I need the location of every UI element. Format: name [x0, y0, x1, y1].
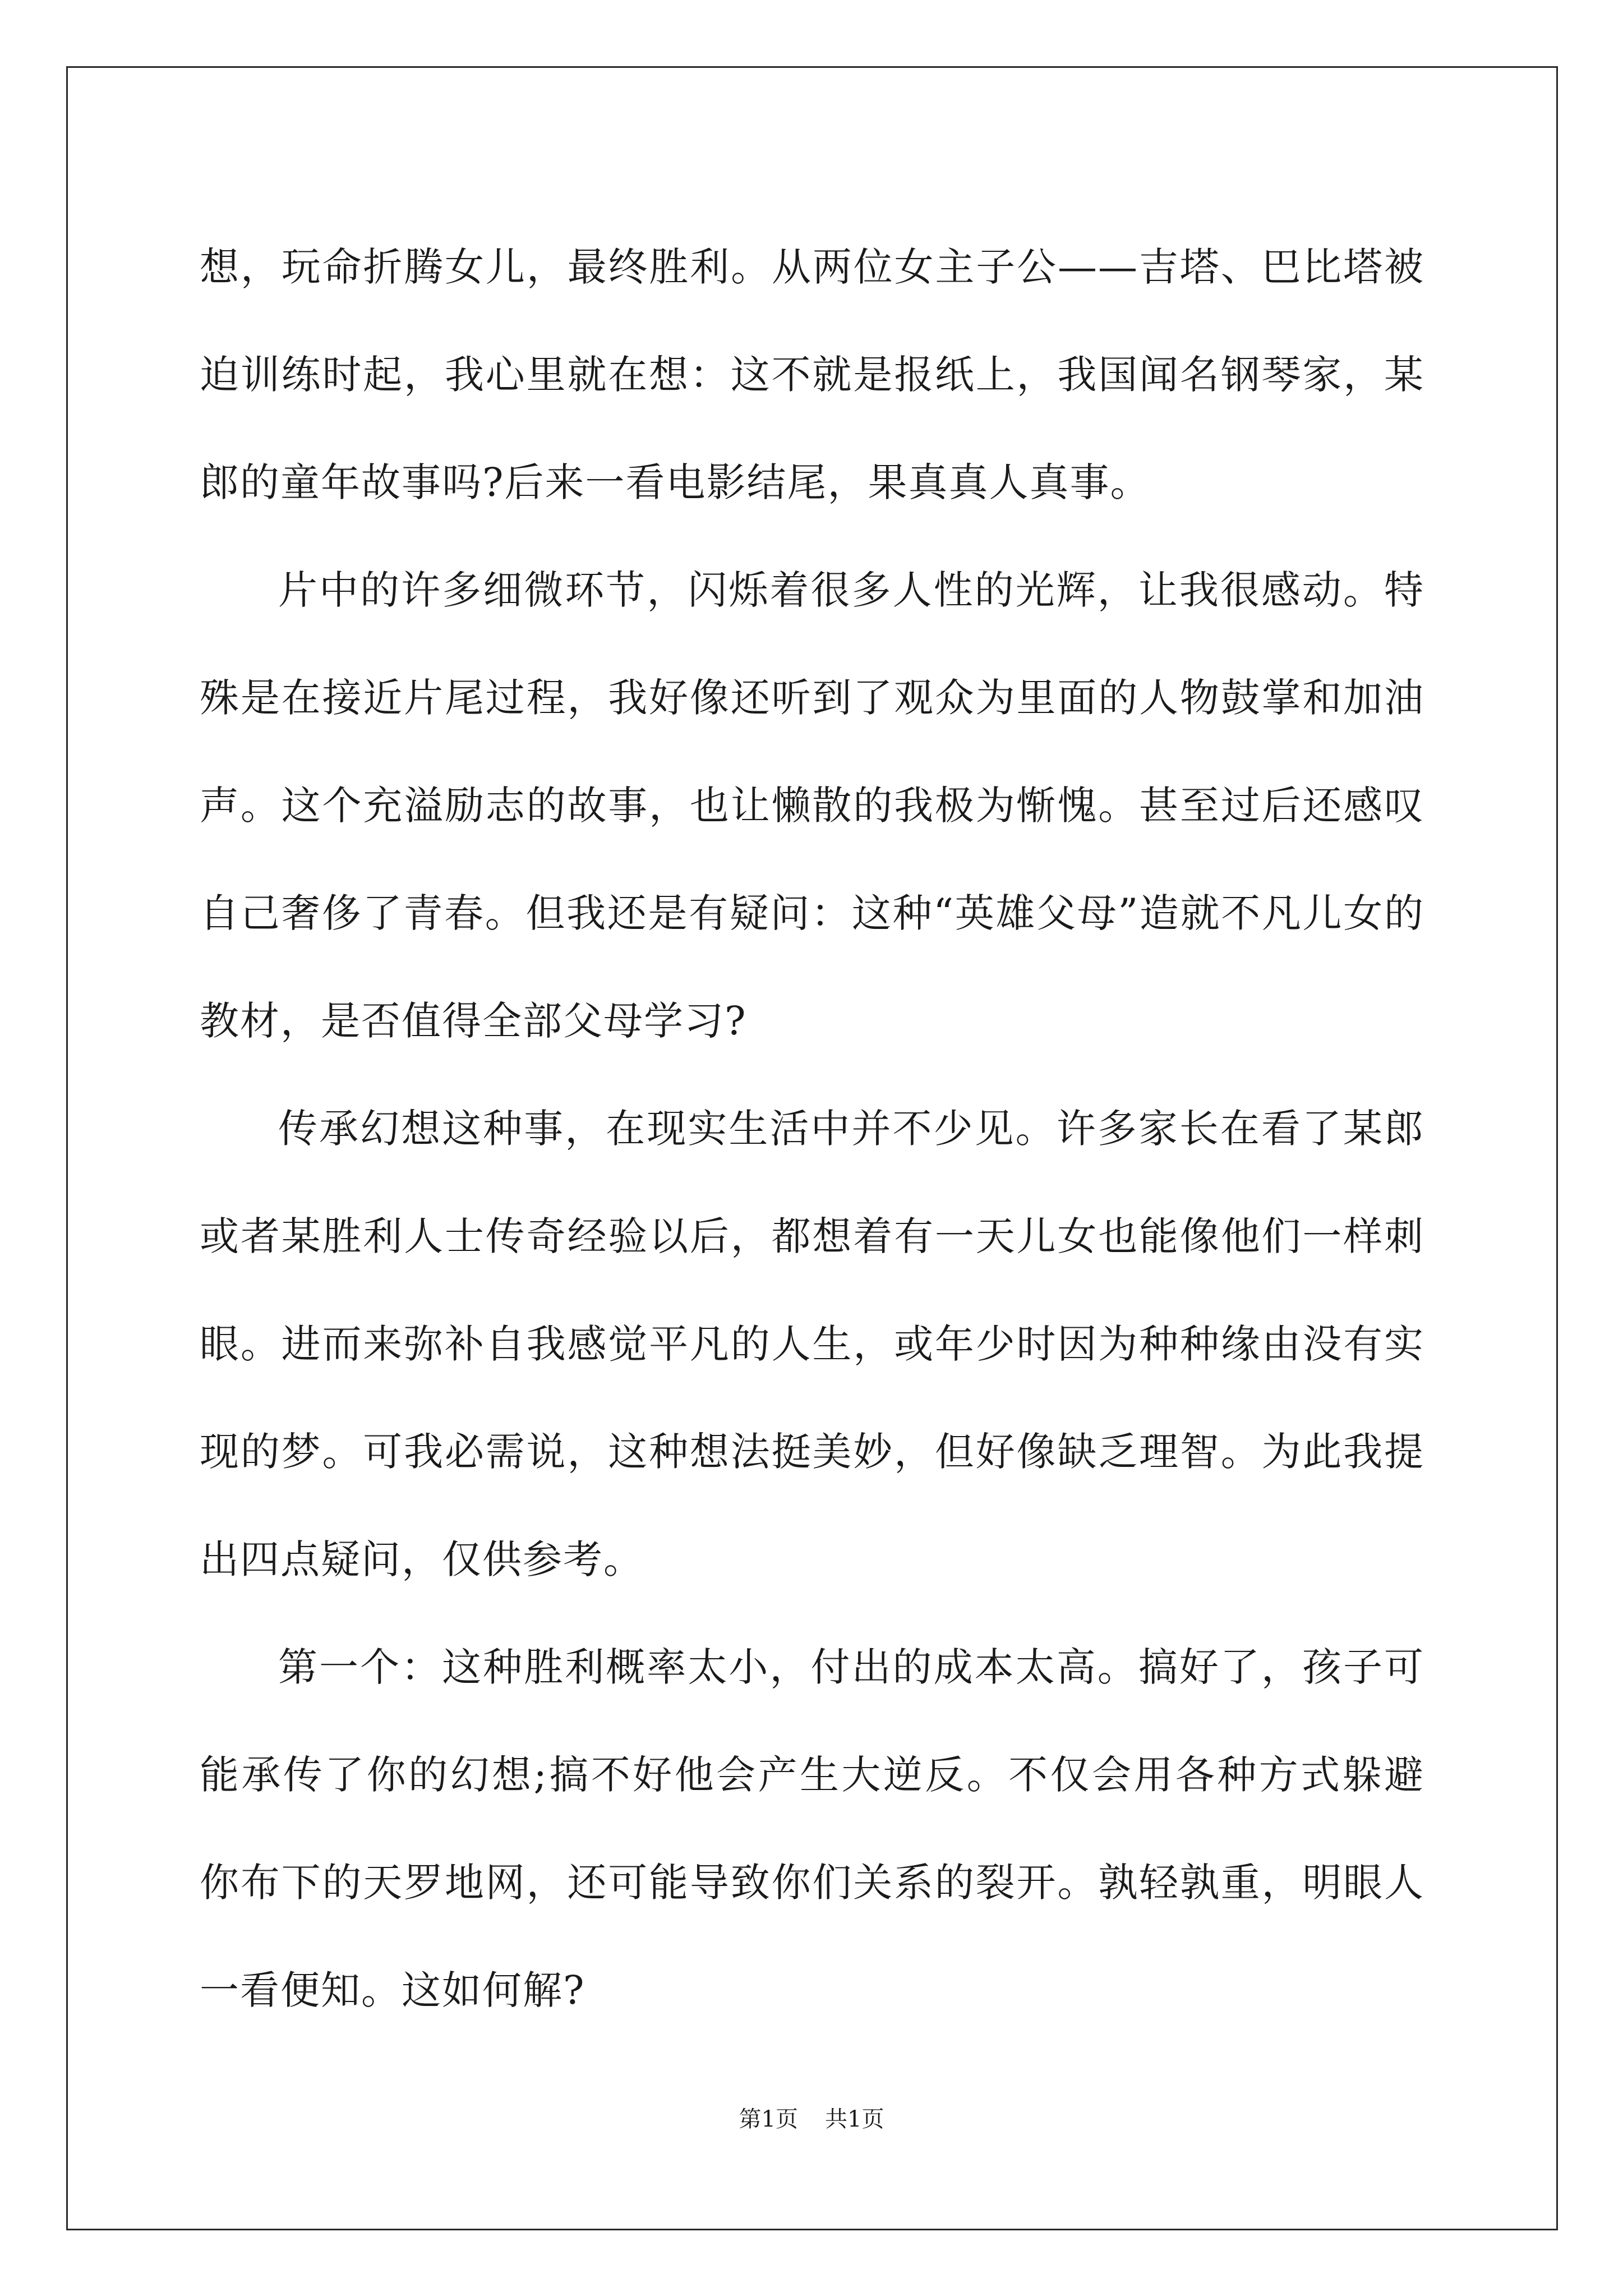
page-total: 共1页	[825, 2106, 884, 2132]
page-number: 第1页	[739, 2106, 798, 2132]
paragraph: 传承幻想这种事，在现实生活中并不少见。许多家长在看了某郎或者某胜利人士传奇经验以后，都想着有一天儿女也能像他们一样刺眼。进而来弥补自我感觉平凡的人生，或年少时因为种种缘由没有实现的梦。可我必需说，这种想法挺美妙，但好像缺乏理智。为此我提出四点疑问，仅供参考。	[200, 1106, 1424, 1582]
document-body	[200, 213, 1424, 2044]
paragraph: 片中的许多细微环节，闪烁着很多人性的光辉，让我很感动。特殊是在接近片尾过程，我好像还听到了观众为里面的人物鼓掌和加油声。这个充溢励志的故事，也让懒散的我极为惭愧。甚至过后还感叹自己奢侈了青春。但我还是有疑问：这种“英雄父母”造就不凡儿女的教材，是否值得全部父母学习?	[200, 567, 1424, 1044]
paragraph: 第一个：这种胜利概率太小，付出的成本太高。搞好了，孩子可能承传了你的幻想;搞不好他会产生大逆反。不仅会用各种方式躲避你布下的天罗地网，还可能导致你们关系的裂开。孰轻孰重，明眼人一看便知。这如何解?	[200, 1644, 1424, 2013]
page-footer	[0, 2102, 1623, 2136]
paragraph: 想，玩命折腾女儿，最终胜利。从两位女主子公——吉塔、巴比塔被迫训练时起，我心里就在想：这不就是报纸上，我国闻名钢琴家，某郎的童年故事吗?后来一看电影结尾，果真真人真事。	[200, 244, 1424, 505]
